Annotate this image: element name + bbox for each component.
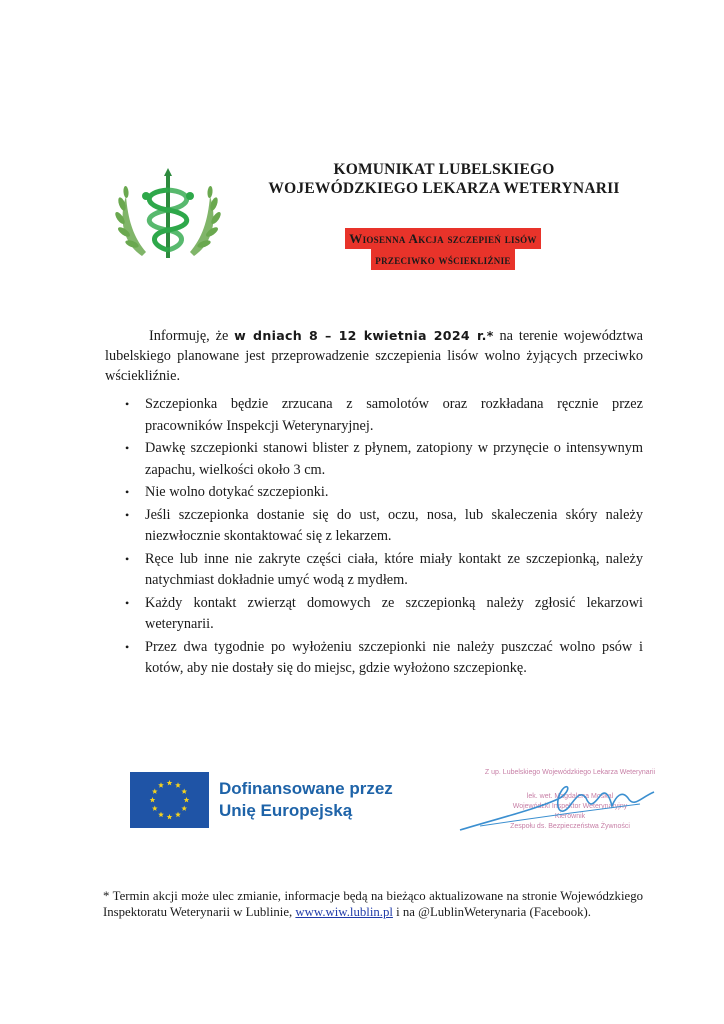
eu-funding-text xyxy=(219,778,393,822)
instructions-list xyxy=(125,394,643,680)
official-stamp xyxy=(470,768,670,838)
bullet-icon: • xyxy=(125,441,130,455)
banner-line-2: przeciwko wściekliźnie xyxy=(371,249,514,270)
list-item: • Przez dwa tygodnie po wyłożeniu szczepionki nie należy puszczać wolno psów i kotów, aby nie dostały się do miejsc, gdzie wyłożono szczepionkę. xyxy=(125,638,643,676)
signature-icon xyxy=(440,768,680,838)
list-item: • Ręce lub inne nie zakryte części ciała, które miały kontakt ze szczepionką, należy natychmiast dokładnie umyć wodą z mydłem. xyxy=(125,550,643,588)
list-item: • Szczepionka będzie zrzucana z samolotów oraz rozkładana ręcznie przez pracowników Inspekcji Weterynaryjnej. xyxy=(125,396,643,434)
footnote-text-after: i na @LublinWeterynaria (Facebook). xyxy=(392,905,591,919)
bullet-icon: • xyxy=(125,507,130,522)
stamp-line-3: Wojewódzki Inspektor Weterynaryjny xyxy=(512,803,628,810)
stamp-line-4: Kierownik xyxy=(554,813,586,820)
stamp-line-5: Zespołu ds. Bezpieczeństwa Żywności xyxy=(510,823,630,830)
intro-text-before: Informuję, że xyxy=(149,328,235,344)
intro-text-after: na terenie województwa lubelskiego planowane jest przeprowadzenie szczepienia lisów wolno żyjących przeciwko wściekliźnie. xyxy=(105,328,643,384)
stamp-line-1: Z up. Lubelskiego Wojewódzkiego Lekarza Weterynarii xyxy=(484,769,656,776)
list-item: • Dawkę szczepionki stanowi blister z płynem, zatopiony w przynęcie o intensywnym zapachu, wielkości około 3 cm. xyxy=(125,440,643,478)
footnote-text-before: * Termin akcji może ulec zmianie, informacje będą na bieżąco aktualizowane na stronie Wojewódzkiego Inspektoratu Weterynarii w Lublinie, xyxy=(103,889,643,919)
eu-line-2: Unię Europejską xyxy=(219,801,353,820)
veterinary-logo-icon xyxy=(112,166,224,266)
list-item: • Nie wolno dotykać szczepionki. xyxy=(125,482,643,504)
bullet-icon: • xyxy=(125,639,130,654)
intro-paragraph xyxy=(105,326,643,386)
bullet-icon: • xyxy=(125,397,130,411)
campaign-banner xyxy=(282,228,604,270)
bullet-icon: • xyxy=(125,551,130,566)
title-line-1: KOMUNIKAT LUBELSKIEGO xyxy=(333,161,555,178)
eu-flag-icon xyxy=(130,772,209,828)
footnote xyxy=(103,888,643,920)
title-line-2: WOJEWÓDZKIEGO LEKARZA WETERYNARII xyxy=(268,180,620,197)
eu-line-1: Dofinansowane przez xyxy=(219,779,393,798)
list-item: • Jeśli szczepionka dostanie się do ust, oczu, nosa, lub skaleczenia skóry należy niezwłocznie skontaktować się z lekarzem. xyxy=(125,506,643,544)
document-title xyxy=(244,160,644,198)
bullet-icon: • xyxy=(125,595,130,610)
intro-dates: w dniach 8 – 12 kwietnia 2024 r.* xyxy=(234,328,494,343)
wiw-website-link[interactable]: www.wiw.lublin.pl xyxy=(295,905,393,919)
list-item: • Każdy kontakt zwierząt domowych ze szczepionką należy zgłosić lekarzowi weterynarii. xyxy=(125,594,643,632)
stamp-line-2: lek. wet. Magdalena Moskal xyxy=(526,793,614,800)
banner-line-1: Wiosenna Akcja szczepień lisów xyxy=(345,228,540,249)
bullet-icon: • xyxy=(125,485,130,499)
